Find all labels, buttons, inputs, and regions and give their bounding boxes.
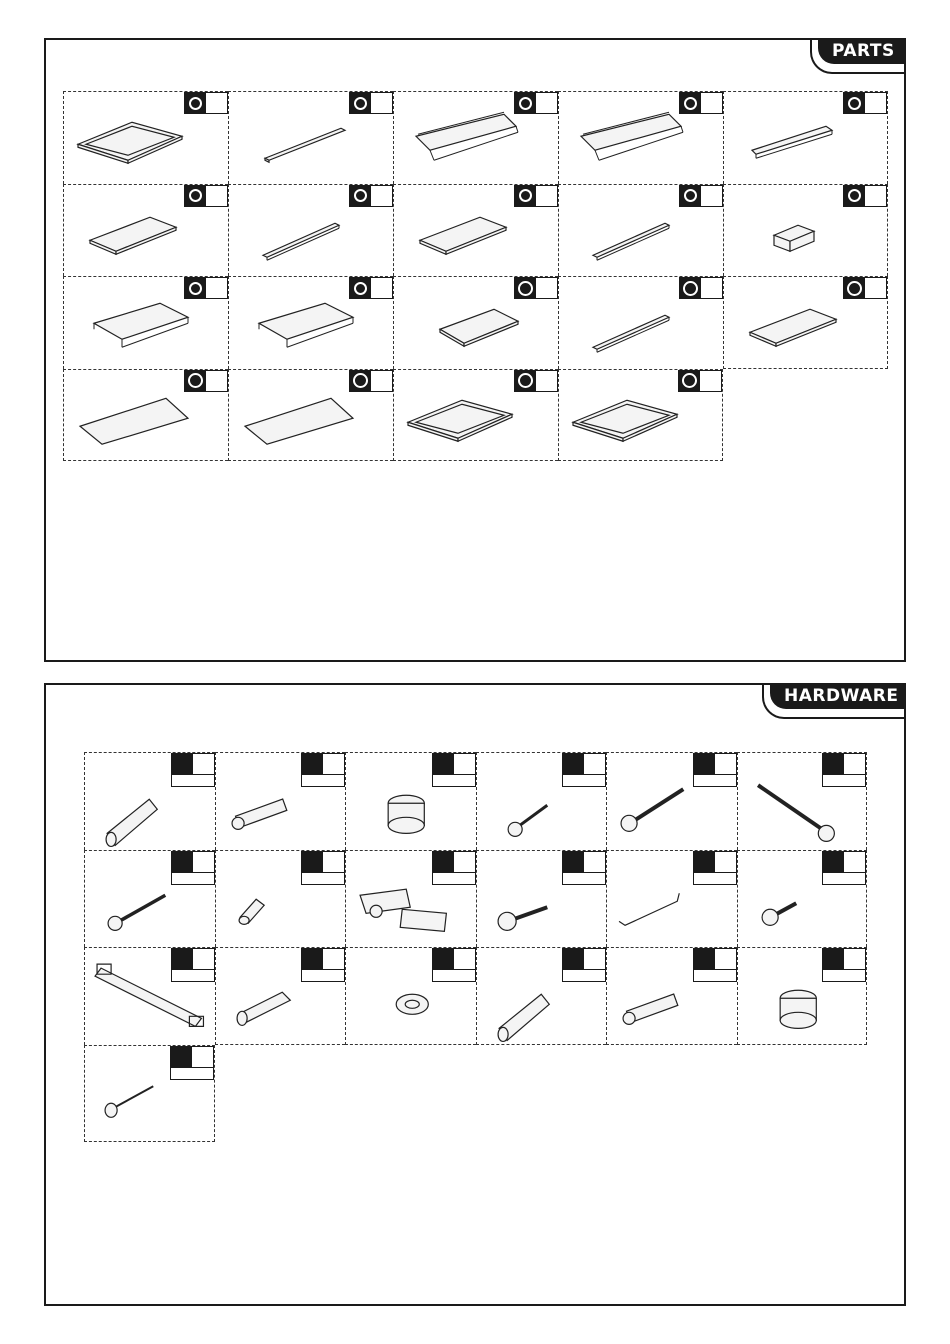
hardware-code-badge <box>432 851 476 885</box>
ring-icon <box>519 189 532 202</box>
part-cell <box>723 184 888 277</box>
hardware-cell <box>476 850 607 948</box>
ring-icon <box>354 189 367 202</box>
filled-circle-icon <box>847 281 862 296</box>
part-number-badge <box>514 277 558 299</box>
hardware-code-badge <box>171 948 215 982</box>
ring-icon <box>519 97 532 110</box>
hardware-code-badge <box>693 851 737 885</box>
quantity-field <box>693 873 737 885</box>
quantity-field <box>301 873 345 885</box>
part-cell <box>393 276 558 369</box>
hardware-code-badge <box>693 948 737 982</box>
part-number-badge <box>679 92 723 114</box>
part-number-badge <box>514 92 558 114</box>
part-cell <box>558 91 723 184</box>
hardware-cell <box>84 947 215 1045</box>
hardware-cell <box>737 850 868 948</box>
part-cell <box>558 184 723 277</box>
hardware-code-badge <box>562 948 606 982</box>
part-number-badge <box>679 185 723 207</box>
hardware-cell <box>606 850 737 948</box>
hardware-code-badge <box>822 948 866 982</box>
hardware-code-badge <box>171 851 215 885</box>
hardware-cell <box>84 1045 215 1143</box>
ring-icon <box>189 282 202 295</box>
ring-icon <box>848 189 861 202</box>
filled-circle-icon <box>683 281 698 296</box>
hardware-code-badge <box>301 753 345 787</box>
part-number-badge <box>843 92 887 114</box>
part-cell <box>228 369 393 462</box>
quantity-field <box>822 775 866 787</box>
part-number-badge <box>679 277 723 299</box>
part-cell <box>63 91 228 184</box>
hardware-cell <box>345 947 476 1045</box>
hardware-cell <box>84 850 215 948</box>
quantity-field <box>432 970 476 982</box>
quantity-field <box>822 873 866 885</box>
quantity-field <box>432 775 476 787</box>
hardware-cell <box>215 752 346 850</box>
quantity-field <box>822 970 866 982</box>
hardware-code-badge <box>562 851 606 885</box>
part-cell <box>63 276 228 369</box>
hardware-cell <box>606 947 737 1045</box>
part-number-badge <box>514 185 558 207</box>
hardware-code-badge <box>822 851 866 885</box>
part-number-badge <box>678 370 722 392</box>
part-number-badge <box>349 185 393 207</box>
part-cell <box>558 276 723 369</box>
hardware-cell <box>345 850 476 948</box>
hardware-code-badge <box>693 753 737 787</box>
quantity-field <box>432 873 476 885</box>
hardware-cell <box>84 752 215 850</box>
hardware-code-badge <box>432 753 476 787</box>
hardware-code-badge <box>562 753 606 787</box>
hardware-cell <box>476 947 607 1045</box>
part-number-badge <box>184 185 228 207</box>
filled-circle-icon <box>353 373 368 388</box>
filled-circle-icon <box>518 373 533 388</box>
quantity-field <box>693 775 737 787</box>
quantity-field <box>562 775 606 787</box>
part-number-badge <box>184 277 228 299</box>
part-cell <box>228 91 393 184</box>
part-cell <box>723 276 888 369</box>
hardware-code-badge <box>822 753 866 787</box>
part-cell <box>723 91 888 184</box>
part-cell <box>63 184 228 277</box>
part-cell <box>393 184 558 277</box>
hardware-code-badge <box>170 1046 214 1080</box>
quantity-field <box>301 970 345 982</box>
part-number-badge <box>184 370 228 392</box>
ring-icon <box>684 189 697 202</box>
ring-icon <box>684 97 697 110</box>
hardware-cell <box>215 947 346 1045</box>
part-number-badge <box>843 277 887 299</box>
hardware-cell <box>345 752 476 850</box>
quantity-field <box>301 775 345 787</box>
quantity-field <box>171 873 215 885</box>
quantity-field <box>693 970 737 982</box>
hardware-tab-label: HARDWARE <box>770 683 906 709</box>
part-number-badge <box>843 185 887 207</box>
part-number-badge <box>514 370 558 392</box>
ring-icon <box>354 282 367 295</box>
hardware-cell <box>476 752 607 850</box>
parts-panel <box>44 38 906 662</box>
part-number-badge <box>349 370 393 392</box>
part-cell <box>558 369 723 462</box>
filled-circle-icon <box>188 373 203 388</box>
ring-icon <box>189 189 202 202</box>
hardware-code-badge <box>432 948 476 982</box>
parts-tab-label: PARTS <box>818 38 906 64</box>
part-cell <box>228 184 393 277</box>
hardware-cell <box>737 947 868 1045</box>
part-cell <box>63 369 228 462</box>
ring-icon <box>189 97 202 110</box>
quantity-field <box>171 970 215 982</box>
part-number-badge <box>184 92 228 114</box>
filled-circle-icon <box>518 281 533 296</box>
quantity-field <box>562 873 606 885</box>
part-cell <box>393 91 558 184</box>
part-cell <box>393 369 558 462</box>
quantity-field <box>171 775 215 787</box>
hardware-cell <box>215 850 346 948</box>
hardware-code-badge <box>301 851 345 885</box>
quantity-field <box>562 970 606 982</box>
hardware-cell <box>606 752 737 850</box>
ring-icon <box>354 97 367 110</box>
ring-icon <box>848 97 861 110</box>
part-cell <box>228 276 393 369</box>
quantity-field <box>170 1068 214 1080</box>
part-number-badge <box>349 277 393 299</box>
hardware-code-badge <box>171 753 215 787</box>
hardware-code-badge <box>301 948 345 982</box>
part-number-badge <box>349 92 393 114</box>
hardware-panel <box>44 683 906 1306</box>
filled-circle-icon <box>682 373 697 388</box>
hardware-cell <box>737 752 868 850</box>
